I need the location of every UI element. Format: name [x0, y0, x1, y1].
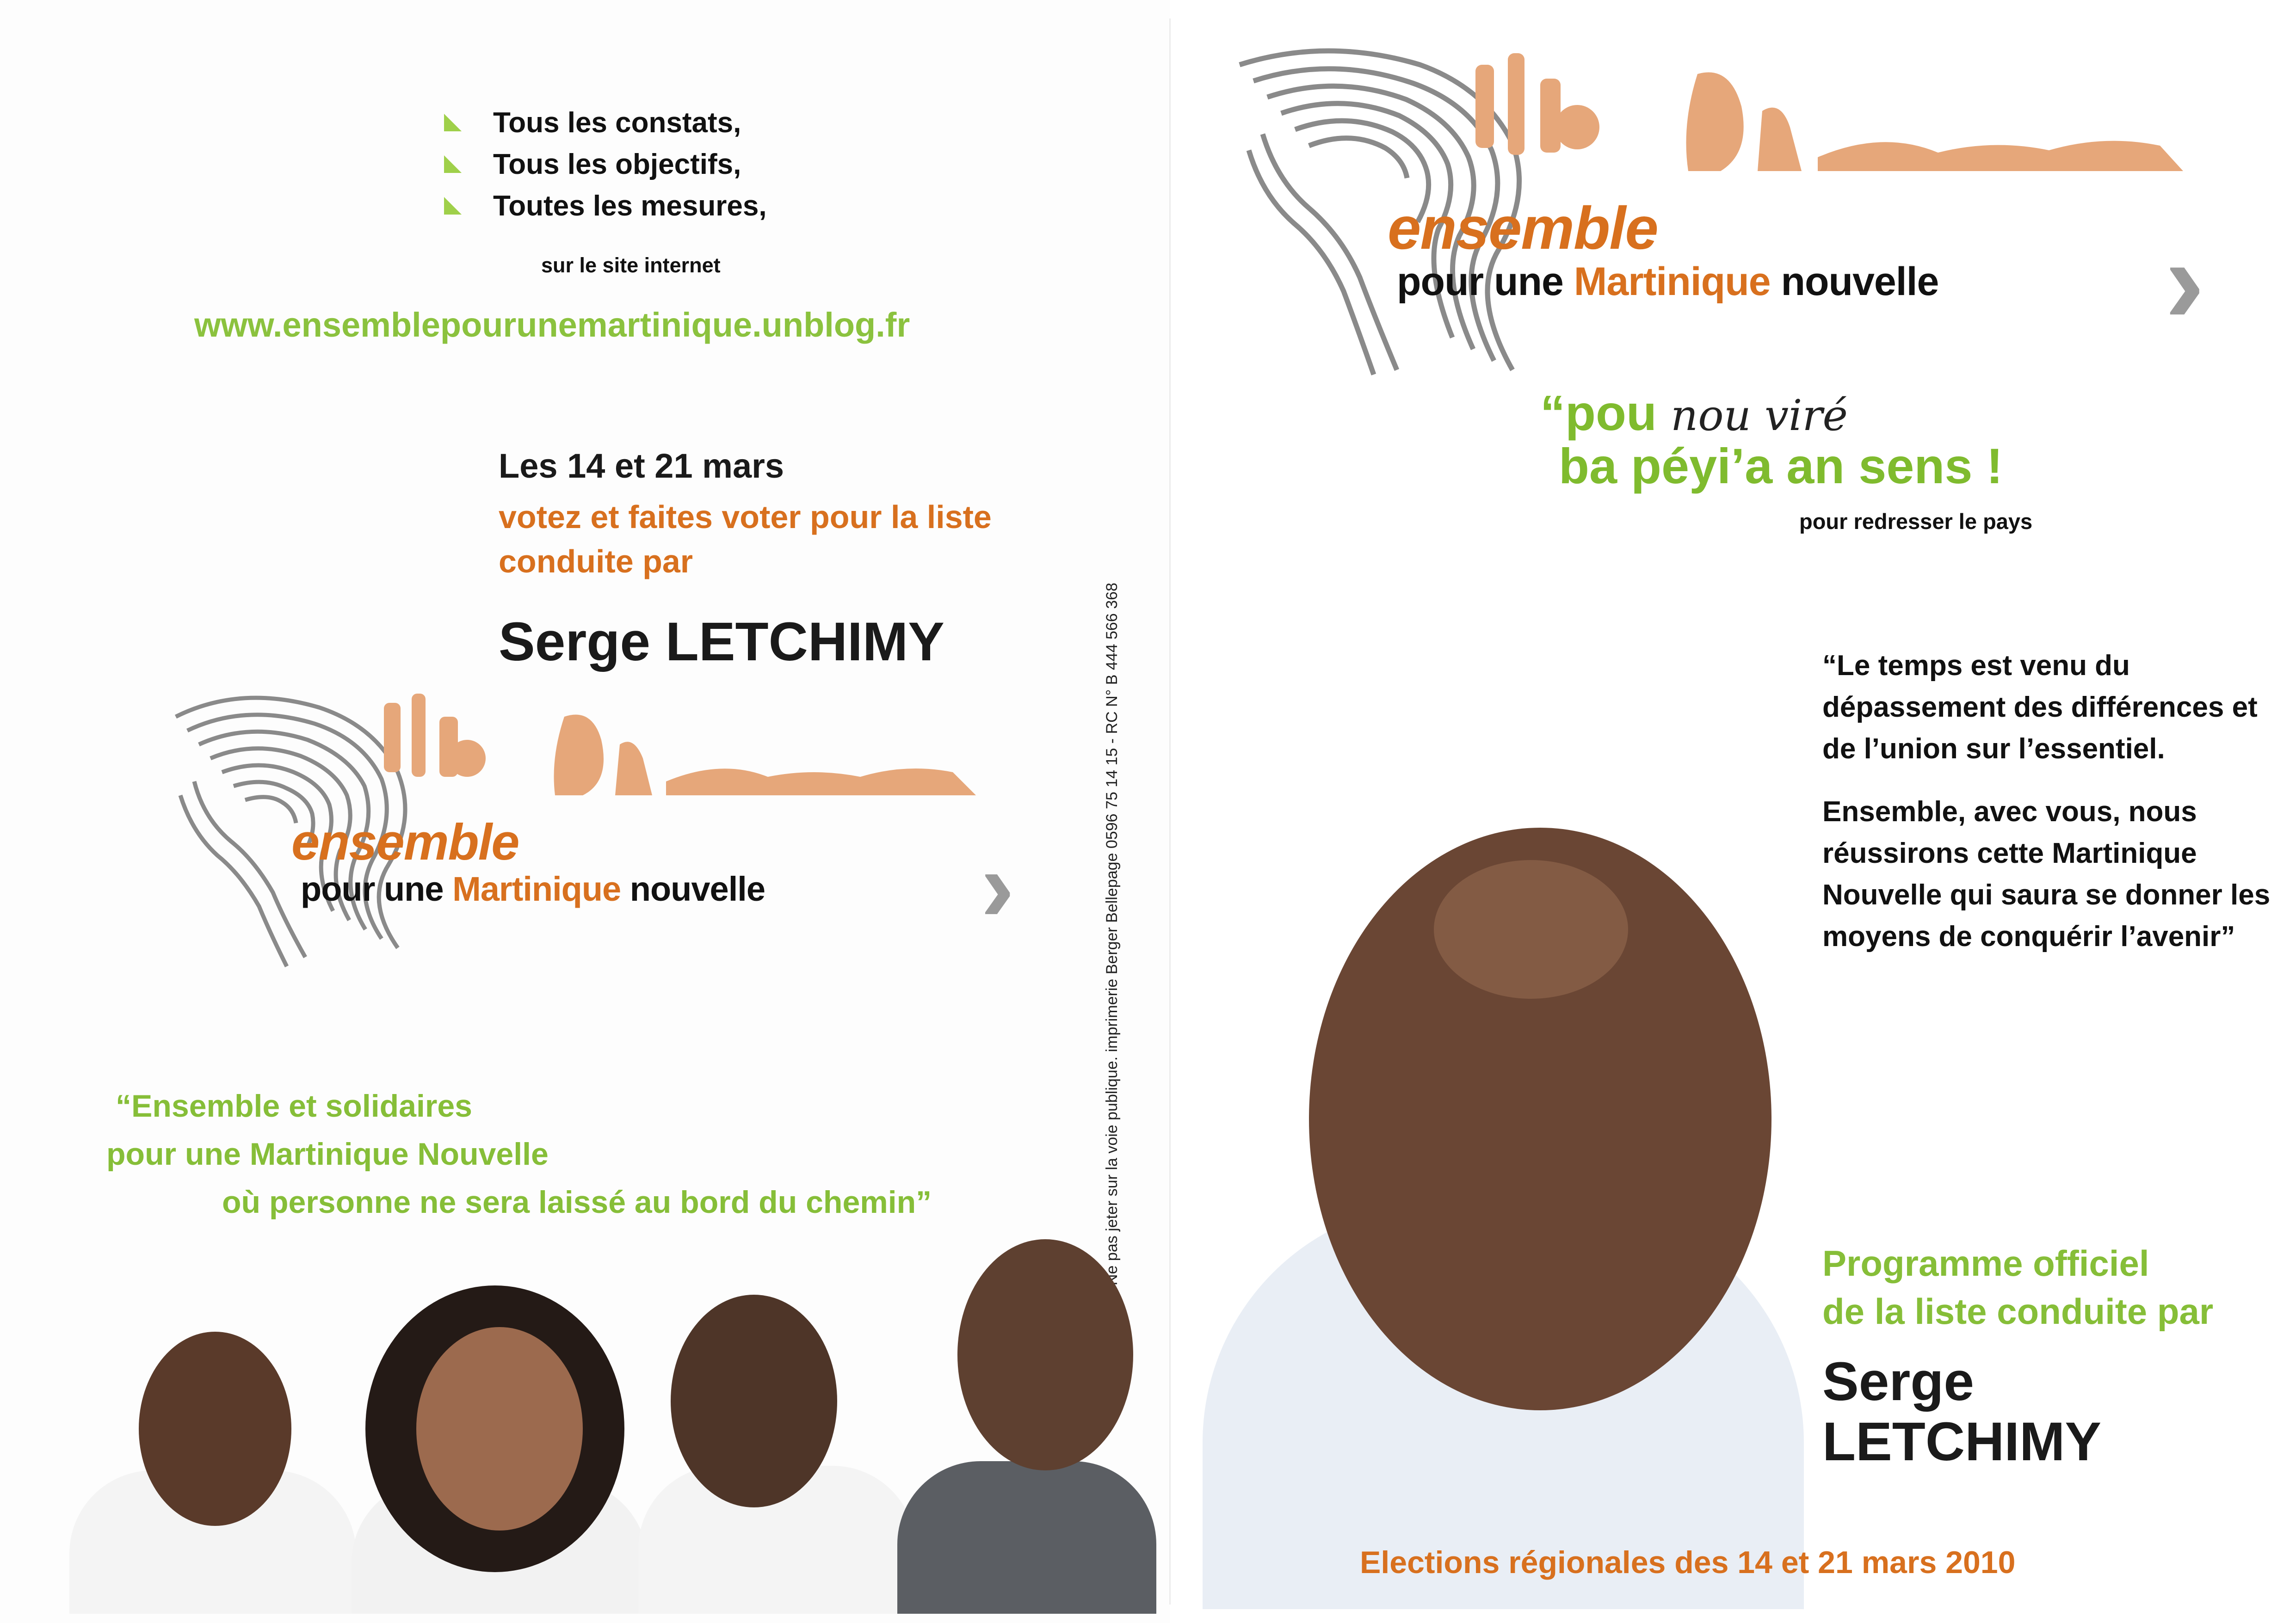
- fold-line: [1169, 18, 1171, 1605]
- portrait-face: [671, 1295, 837, 1507]
- slogan-translation: pour redresser le pays: [1799, 509, 2033, 534]
- program-line: Programme officiel: [1822, 1243, 2149, 1284]
- portrait-shirt: [897, 1461, 1156, 1614]
- legal-notice: Ne pas jeter sur la voie publique. imprimerie Berger Bellepage 0596 75 14 15 - RC N° B 444 566 368: [1103, 583, 1121, 1285]
- quote-paragraph: “Le temps est venu du dépassement des différences et de l’union sur l’essentiel.: [1822, 650, 2258, 765]
- logo-tagline: pour une Martinique nouvelle: [1397, 259, 1939, 304]
- election-footer: Elections régionales des 14 et 21 mars 2010: [1360, 1545, 2016, 1580]
- candidate-last-name: LETCHIMY: [1822, 1411, 2102, 1472]
- campaign-logo: [167, 689, 1045, 976]
- site-url-link[interactable]: www.ensemblepourunemartinique.unblog.fr: [194, 306, 910, 344]
- candidate-quote: [1822, 645, 2285, 979]
- portrait-face: [139, 1332, 291, 1526]
- site-label: sur le site internet: [541, 253, 721, 277]
- program-line: de la liste conduite par: [1822, 1291, 2214, 1332]
- vote-line: votez et faites voter pour la liste: [499, 499, 992, 535]
- chevron-right-icon: ›: [981, 829, 1015, 943]
- campaign-logo-large: [1235, 46, 2276, 379]
- triangle-bullet-icon: [444, 197, 462, 215]
- logo-word: ensemble: [1388, 194, 1658, 262]
- quote-line: “Ensemble et solidaires: [116, 1088, 472, 1124]
- logo-tagline: pour une Martinique nouvelle: [301, 870, 765, 908]
- bullet-item: Tous les constats,: [444, 102, 767, 143]
- portrait-face: [416, 1327, 583, 1531]
- vote-call: [499, 495, 1137, 584]
- solidarity-quote: [106, 1082, 1068, 1226]
- bullet-item: Tous les objectifs,: [444, 143, 767, 185]
- election-dates: Les 14 et 21 mars: [499, 447, 784, 485]
- candidate-name: Serge LETCHIMY: [499, 611, 944, 672]
- bullet-list: [444, 102, 767, 227]
- quote-paragraph: Ensemble, avec vous, nous réussirons cette Martinique Nouvelle qui saura se donner les moyens de conquérir l’avenir”: [1822, 796, 2271, 953]
- triangle-bullet-icon: [444, 155, 462, 173]
- portrait-forehead-highlight: [1434, 860, 1628, 999]
- quote-line: pour une Martinique Nouvelle: [106, 1137, 549, 1172]
- bullet-item: Toutes les mesures,: [444, 185, 767, 227]
- logo-word: ensemble: [291, 814, 519, 871]
- creole-slogan-line1: “pou nou viré: [1540, 385, 1848, 441]
- triangle-bullet-icon: [444, 114, 462, 131]
- vote-line: conduite par: [499, 543, 693, 579]
- handwritten-slogan: nou viré: [1670, 391, 1848, 440]
- chevron-right-icon: ›: [2165, 215, 2205, 349]
- program-heading: [1822, 1239, 2213, 1335]
- candidate-first-name: Serge: [1822, 1351, 1974, 1412]
- creole-slogan-line2: ba péyi’a an sens !: [1559, 438, 2003, 494]
- portrait-face: [957, 1239, 1133, 1470]
- quote-line: où personne ne sera laissé au bord du chemin”: [222, 1185, 932, 1220]
